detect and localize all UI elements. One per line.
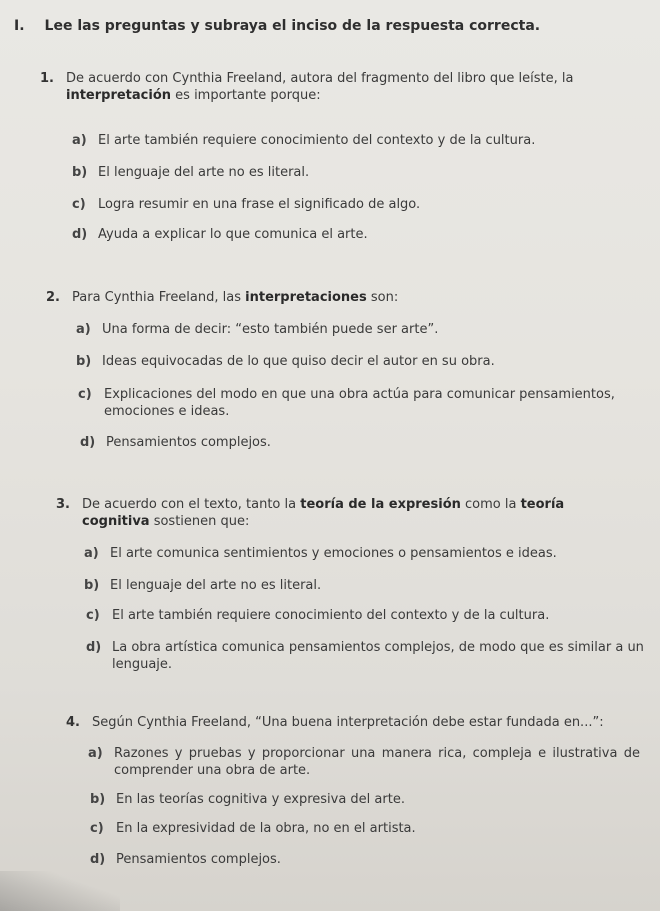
question-4-option-d[interactable]: d) Pensamientos complejos. xyxy=(90,851,645,868)
option-text: La obra artística comunica pensamientos complejos, de modo que es similar a un lenguaje. xyxy=(112,640,644,672)
question-1-option-d[interactable]: d) Ayuda a explicar lo que comunica el arte. xyxy=(72,226,627,243)
option-text: Ayuda a explicar lo que comunica el arte. xyxy=(98,227,368,242)
question-number: 4. xyxy=(66,715,80,730)
option-text: El lenguaje del arte no es literal. xyxy=(110,578,322,593)
option-text: En la expresividad de la obra, no en el artista. xyxy=(116,821,416,836)
option-text: El arte también requiere conocimiento del contexto y de la cultura. xyxy=(112,608,550,623)
page-shadow xyxy=(0,871,120,911)
section-title: Lee las preguntas y subraya el inciso de la respuesta correcta. xyxy=(44,18,541,34)
option-text: Pensamientos complejos. xyxy=(116,852,281,867)
question-4-option-a[interactable]: a) Razones y pruebas y proporcionar una manera rica, compleja e ilustrativa de comprender una obra de arte. xyxy=(88,746,640,778)
option-text: En las teorías cognitiva y expresiva del arte. xyxy=(116,792,405,807)
option-text: Ideas equivocadas de lo que quiso decir el autor en su obra. xyxy=(102,354,495,369)
option-text: Logra resumir en una frase el significado de algo. xyxy=(98,197,421,212)
option-text: El lenguaje del arte no es literal. xyxy=(98,165,310,180)
question-3-option-a[interactable]: a) El arte comunica sentimientos y emociones o pensamientos e ideas. xyxy=(84,545,639,562)
question-2-option-a[interactable]: a) Una forma de decir: “esto también puede ser arte”. xyxy=(76,321,631,338)
question-4 xyxy=(66,714,641,731)
question-2 xyxy=(46,289,621,306)
question-text: Según Cynthia Freeland, “Una buena interpretación debe estar fundada en...”: xyxy=(92,715,604,730)
question-1-option-a[interactable]: a) El arte también requiere conocimiento del contexto y de la cultura. xyxy=(72,132,627,149)
question-3-option-b[interactable]: b) El lenguaje del arte no es literal. xyxy=(84,577,639,594)
question-text: Para Cynthia Freeland, las interpretaciones son: xyxy=(72,290,399,305)
question-1-option-b[interactable]: b) El lenguaje del arte no es literal. xyxy=(72,164,627,181)
question-2-option-b[interactable]: b) Ideas equivocadas de lo que quiso decir el autor en su obra. xyxy=(76,353,631,370)
question-text: De acuerdo con el texto, tanto la teoría de la expresión como la teoría cognitiva sostienen que: xyxy=(82,497,565,529)
question-2-option-d[interactable]: d) Pensamientos complejos. xyxy=(80,434,635,451)
question-1-option-c[interactable]: c) Logra resumir en una frase el significado de algo. xyxy=(72,196,627,213)
section-number: I. xyxy=(14,18,25,34)
option-text: Explicaciones del modo en que una obra actúa para comunicar pensamientos, emociones e ideas. xyxy=(104,387,615,419)
section-heading xyxy=(14,18,644,34)
question-text: De acuerdo con Cynthia Freeland, autora del fragmento del libro que leíste, la interpretación es importante porque: xyxy=(66,71,574,103)
question-2-option-c[interactable]: c) Explicaciones del modo en que una obra actúa para comunicar pensamientos, emociones e ideas. xyxy=(78,386,638,420)
option-text: Pensamientos complejos. xyxy=(106,435,271,450)
option-text: Razones y pruebas y proporcionar una manera rica, compleja e ilustrativa de comprender una obra de arte. xyxy=(114,746,640,778)
question-3-option-d[interactable]: d) La obra artística comunica pensamientos complejos, de modo que es similar a un lenguaje. xyxy=(86,639,646,673)
option-text: Una forma de decir: “esto también puede ser arte”. xyxy=(102,322,439,337)
question-number: 1. xyxy=(40,71,54,86)
question-3-option-c[interactable]: c) El arte también requiere conocimiento del contexto y de la cultura. xyxy=(86,607,641,624)
option-text: El arte también requiere conocimiento del contexto y de la cultura. xyxy=(98,133,536,148)
option-text: El arte comunica sentimientos y emociones o pensamientos e ideas. xyxy=(110,546,557,561)
question-4-option-c[interactable]: c) En la expresividad de la obra, no en el artista. xyxy=(90,820,645,837)
question-number: 3. xyxy=(56,497,70,512)
question-1 xyxy=(40,70,615,104)
question-number: 2. xyxy=(46,290,60,305)
question-4-option-b[interactable]: b) En las teorías cognitiva y expresiva del arte. xyxy=(90,791,645,808)
question-3 xyxy=(56,496,636,530)
